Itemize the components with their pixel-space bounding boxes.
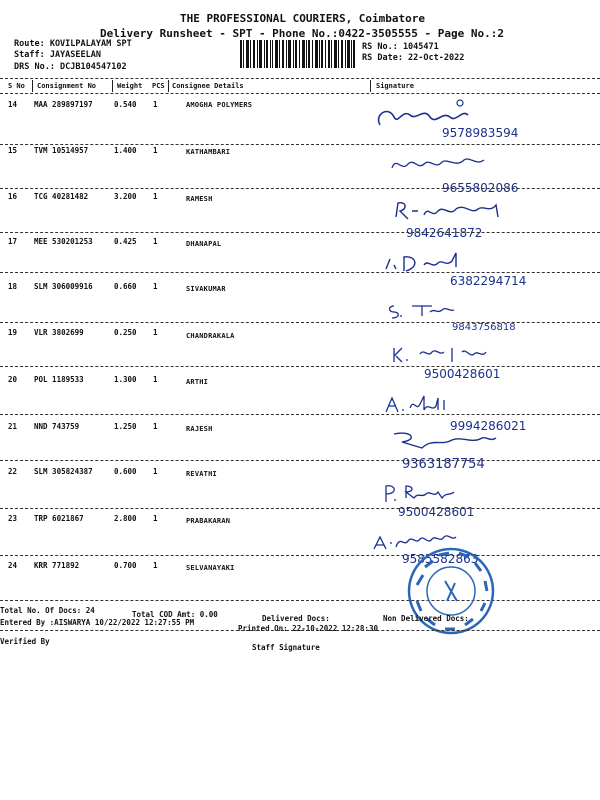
header-bottom-rule xyxy=(0,93,600,94)
row-rule xyxy=(0,272,600,273)
signature-phone: 6382294714 xyxy=(450,274,527,288)
row-consignment: SLM 305824387 xyxy=(34,467,93,476)
col-consignment: Consignment No xyxy=(37,82,97,90)
row-rule xyxy=(0,600,600,601)
row-sno: 16 xyxy=(8,192,18,201)
col-consignee: Consignee Details xyxy=(172,82,244,90)
signature-phone: 9655802086 xyxy=(442,181,519,195)
row-consignment: TVM 10514957 xyxy=(34,146,89,155)
col-sno: S No xyxy=(8,82,25,90)
runsheet-subtitle: Delivery Runsheet - SPT - Phone No.:0422-3505555 - Page No.:2 xyxy=(100,27,504,40)
signature-phone: 9842641872 xyxy=(406,226,483,240)
staff-signature: Staff Signature xyxy=(252,643,320,652)
route-label: Route: KOVILPALAYAM SPT xyxy=(14,39,132,49)
total-docs: Total No. Of Docs: 24 xyxy=(0,606,95,615)
row-consignee: REVATHI xyxy=(186,470,217,478)
row-consignment: KRR 771892 xyxy=(34,561,80,570)
row-rule xyxy=(0,188,600,189)
row-consignee: RAMESH xyxy=(186,195,213,203)
row-sno: 14 xyxy=(8,100,18,109)
footer-rule xyxy=(0,630,600,631)
row-pcs: 1 xyxy=(153,237,158,246)
row-consignment: SLM 306009916 xyxy=(34,282,93,291)
row-consignee: KATHAMBARI xyxy=(186,148,231,156)
row-sno: 21 xyxy=(8,422,18,431)
row-rule xyxy=(0,366,600,367)
row-sno: 19 xyxy=(8,328,18,337)
row-weight: 2.800 xyxy=(114,514,137,523)
row-consignment: NND 743759 xyxy=(34,422,80,431)
row-pcs: 1 xyxy=(153,514,158,523)
row-pcs: 1 xyxy=(153,561,158,570)
signature-image xyxy=(372,428,582,476)
col-weight: Weight xyxy=(117,82,143,90)
row-rule xyxy=(0,414,600,415)
row-consignment: TRP 6021867 xyxy=(34,514,84,523)
row-weight: 1.400 xyxy=(114,146,137,155)
row-rule xyxy=(0,232,600,233)
signature-phone: 9500428601 xyxy=(424,367,501,381)
signature-image xyxy=(372,95,582,143)
row-consignee: PRABAKARAN xyxy=(186,517,231,525)
row-pcs: 1 xyxy=(153,146,158,155)
col-pcs: PCS xyxy=(152,82,165,90)
row-rule xyxy=(0,555,600,556)
row-consignment: MAA 289897197 xyxy=(34,100,93,109)
row-weight: 0.250 xyxy=(114,328,137,337)
signature-phone: 9994286021 xyxy=(450,419,527,433)
row-weight: 0.600 xyxy=(114,467,137,476)
row-sno: 15 xyxy=(8,146,18,155)
row-consignee: CHANDRAKALA xyxy=(186,332,235,340)
printed-on: Printed On: 22-10-2022 12:28:30 xyxy=(238,624,378,633)
table-top-rule xyxy=(0,78,600,79)
signature-image xyxy=(372,245,582,293)
row-rule xyxy=(0,508,600,509)
row-pcs: 1 xyxy=(153,100,158,109)
row-weight: 3.200 xyxy=(114,192,137,201)
row-pcs: 1 xyxy=(153,282,158,291)
delivered-docs: Delivered Docs: xyxy=(262,614,330,623)
row-rule xyxy=(0,144,600,145)
signature-phone: 9363187754 xyxy=(402,457,485,472)
row-consignee: AMOGHA POLYMERS xyxy=(186,101,253,109)
row-consignee: SELVANAYAKI xyxy=(186,564,235,572)
row-rule xyxy=(0,322,600,323)
staff-label: Staff: JAYASEELAN xyxy=(14,50,101,60)
row-pcs: 1 xyxy=(153,192,158,201)
col-divider xyxy=(168,80,169,92)
row-rule xyxy=(0,460,600,461)
entered-by: Entered By :AISWARYA 10/22/2022 12:27:55 PM xyxy=(0,618,195,627)
row-consignee: ARTHI xyxy=(186,378,209,386)
row-sno: 22 xyxy=(8,467,18,476)
col-divider xyxy=(112,80,113,92)
signature-phone: 9578983594 xyxy=(442,126,519,140)
document-title: THE PROFESSIONAL COURIERS, Coimbatore xyxy=(180,12,426,25)
signature-image xyxy=(372,193,582,241)
signature-image xyxy=(372,478,582,526)
row-consignee: RAJESH xyxy=(186,425,213,433)
row-weight: 0.700 xyxy=(114,561,137,570)
row-consignment: POL 1189533 xyxy=(34,375,84,384)
signature-phone: 9500428601 xyxy=(398,505,475,519)
signature-image xyxy=(372,338,582,386)
row-sno: 18 xyxy=(8,282,18,291)
row-consignee: SIVAKUMAR xyxy=(186,285,226,293)
row-consignment: VLR 3802699 xyxy=(34,328,84,337)
col-signature: Signature xyxy=(376,82,414,90)
row-weight: 1.250 xyxy=(114,422,137,431)
row-pcs: 1 xyxy=(153,422,158,431)
row-sno: 23 xyxy=(8,514,18,523)
verified-by: Verified By xyxy=(0,637,50,646)
row-consignment: MEE 530201253 xyxy=(34,237,93,246)
signature-image xyxy=(372,292,582,340)
row-pcs: 1 xyxy=(153,467,158,476)
rs-date: RS Date: 22-Oct-2022 xyxy=(362,53,465,63)
courier-stamp xyxy=(405,545,497,637)
row-consignment: TCG 40281482 xyxy=(34,192,89,201)
row-pcs: 1 xyxy=(153,375,158,384)
total-cod: Total COD Amt: 0.00 xyxy=(132,610,218,619)
signature-phone: 9843756818 xyxy=(452,322,516,333)
signature-phone: 9585582863 xyxy=(402,552,479,566)
row-sno: 20 xyxy=(8,375,18,384)
row-pcs: 1 xyxy=(153,328,158,337)
rs-number: RS No.: 1045471 xyxy=(362,42,439,52)
row-weight: 1.300 xyxy=(114,375,137,384)
row-sno: 17 xyxy=(8,237,18,246)
row-sno: 24 xyxy=(8,561,18,570)
row-consignee: DHANAPAL xyxy=(186,240,222,248)
row-weight: 0.540 xyxy=(114,100,137,109)
drs-number: DRS No.: DCJB104547102 xyxy=(14,62,127,72)
barcode xyxy=(240,40,355,68)
col-divider xyxy=(370,80,371,92)
row-weight: 0.660 xyxy=(114,282,137,291)
non-delivered-docs: Non Delivered Docs: xyxy=(383,614,469,623)
row-weight: 0.425 xyxy=(114,237,137,246)
col-divider xyxy=(32,80,33,92)
